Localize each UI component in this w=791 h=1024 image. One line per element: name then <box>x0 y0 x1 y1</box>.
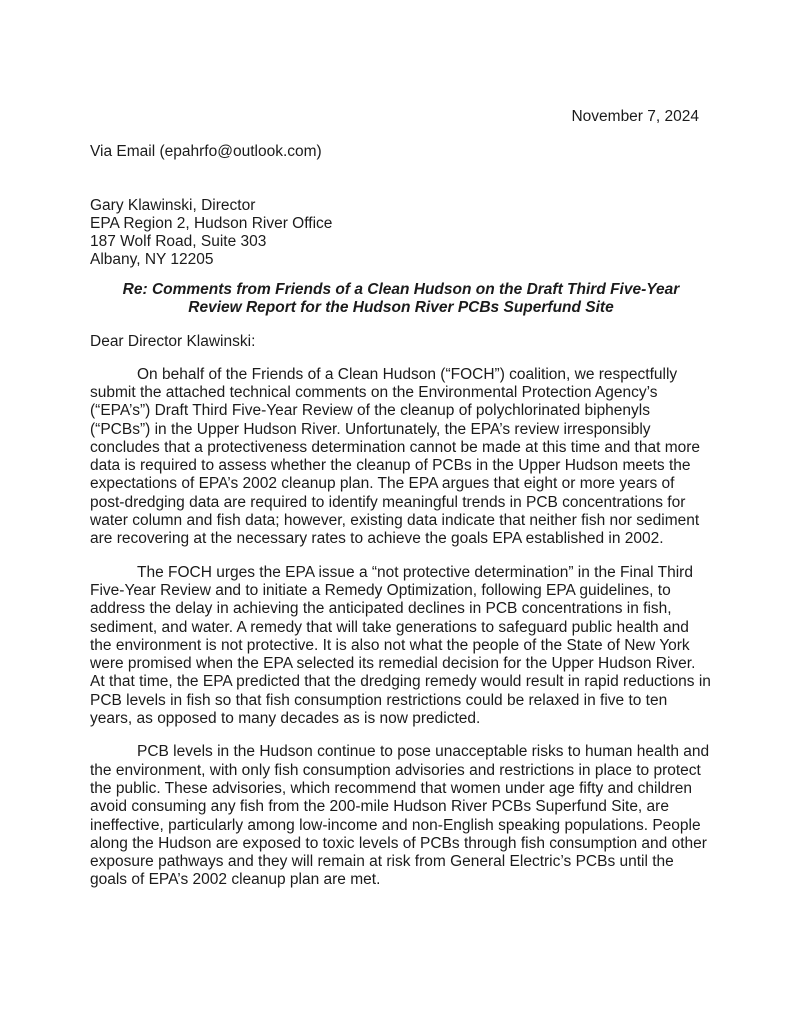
body-paragraph-2: The FOCH urges the EPA issue a “not protective determination” in the Final Third Five-Year Review and to initiate a Remedy Optimization, following EPA guidelines, to address the delay in achieving the anticipated declines in PCB concentrations in fish, sediment, and water. A remedy that will take generations to safeguard public health and the environment is not protective. It is also not what the people of the State of New York were promised when the EPA selected its remedial decision for the Upper Hudson River. At that time, the EPA predicted that the dredging remedy would result in rapid reductions in PCB levels in fish so that fish consumption restrictions could be relaxed in five to ten years, as opposed to many decades as is now predicted. <box>90 563 711 728</box>
subject-line <box>90 281 712 318</box>
body-paragraph-3: PCB levels in the Hudson continue to pose unacceptable risks to human health and the environment, with only fish consumption advisories and restrictions in place to protect the public. These advisories, which recommend that women under age fifty and children avoid consuming any fish from the 200-mile Hudson River PCBs Superfund Site, are ineffective, particularly among low-income and non-English speaking populations. People along the Hudson are exposed to toxic levels of PCBs through fish consumption and other exposure pathways and they will remain at risk from General Electric’s PCBs until the goals of EPA’s 2002 cleanup plan are met. <box>90 743 710 889</box>
body-paragraph-1: On behalf of the Friends of a Clean Hudson (“FOCH”) coalition, we respectfully submit the attached technical comments on the Environmental Protection Agency’s (“EPA’s”) Draft Third Five-Year Review of the cleanup of polychlorinated biphenyls (“PCBs”) in the Upper Hudson River. Unfortunately, the EPA’s review irresponsibly concludes that a protectiveness determination cannot be made at this time and that more data is required to assess whether the cleanup of PCBs in the Upper Hudson meets the expectations of EPA’s 2002 cleanup plan. The EPA argues that eight or more years of post-dredging data are required to identify meaningful trends in PCB concentrations for water column and fish data; however, existing data indicate that neither fish nor sediment are recovering at the necessary rates to achieve the goals EPA established in 2002. <box>90 365 701 548</box>
salutation: Dear Director Klawinski: <box>90 333 256 351</box>
recipient-city-line: Albany, NY 12205 <box>90 251 214 269</box>
recipient-address <box>90 197 712 270</box>
letter-date: November 7, 2024 <box>571 108 699 125</box>
subject-line-2: Review Report for the Hudson River PCBs Superfund Site <box>188 299 614 317</box>
via-email-line: Via Email (epahrfo@outlook.com) <box>90 143 322 161</box>
recipient-name-line: Gary Klawinski, Director <box>90 196 256 214</box>
recipient-street-line: 187 Wolf Road, Suite 303 <box>90 233 267 251</box>
recipient-org-line: EPA Region 2, Hudson River Office <box>90 214 333 232</box>
subject-line-1: Re: Comments from Friends of a Clean Hudson on the Draft Third Five-Year <box>122 280 680 298</box>
